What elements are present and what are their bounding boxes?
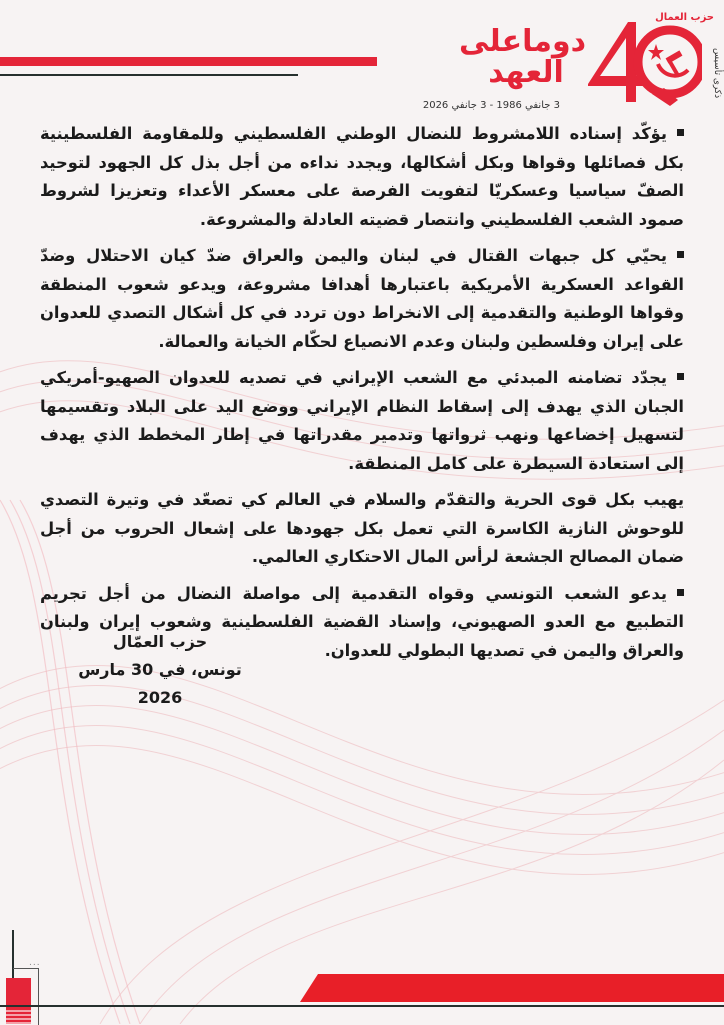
paragraph-text: يهيب بكل قوى الحرية والتقدّم والسلام في العالم كي تصعّد في وتيرة التصدي للوحوش النازية الكاسرة التي تعمل بكل جهودها على إشعال الحروب من أجل ضمان المصالح الجشعة لرأس المال الاحتكاري العالمي.	[40, 490, 684, 566]
paragraph-text: يؤكّد إسناده اللامشروط للنضال الوطني الفلسطيني وللمقاومة الفلسطينية بكل فصائلها وقواها وبكل أشكالها، ويجدد نداءه من أجل بذل كل الجهود لتوحيد الصفّ سياسيا وعسكريّا لتفويت الفرصة على معسكر الأعداء وتعزيزا لشروط صمود الشعب الفلسطيني وانتصار قضيته العادلة والمشروعة.	[40, 124, 684, 229]
footer-red-bar	[300, 974, 724, 1002]
paragraph-text: يجدّد تضامنه المبدئي مع الشعب الإيراني في تصديه للعدوان الصهيو-أمريكي الجبان الذي يهدف إلى إسقاط النظام الإيراني ووضع اليد على البلاد وتقسيمها لتسهيل إخضاعها ونهب ثرواتها وتدمير مقدراتها في إطار المخطط الذي يهدف إلى استعادة السيطرة على كامل المنطقة.	[40, 368, 684, 473]
signature-org: حزب العمّال	[112, 632, 208, 651]
square-bullet-icon	[677, 589, 684, 596]
footer-black-line	[0, 1005, 724, 1007]
paragraph-text: يحيّي كل جبهات القتال في لبنان واليمن والعراق ضدّ كيان الاحتلال وضدّ القواعد العسكرية الأمريكية باعتبارها أهدافا مشروعة، ويدعو شعوب المنطقة وقواها الوطنية والتقدمية إلى الانخراط دون تردد في كل أشكال التصدي للعدوان على إيران وفلسطين ولبنان وعدم الانصياع لحكّام الخيانة والعمالة.	[40, 246, 684, 351]
star-icon	[648, 44, 664, 60]
logo-title-line2: العهد	[488, 55, 564, 90]
paragraph-2	[40, 242, 684, 356]
paragraph-3	[40, 364, 684, 478]
paragraph-1	[40, 120, 684, 234]
logo-dates: 3 جانفي 1986 - 3 جانفي 2026	[422, 100, 560, 111]
logo-side-text: ذكرى تأسيس	[712, 48, 722, 99]
footer-dots: ...	[29, 958, 41, 968]
anniversary-logo	[422, 8, 722, 111]
paragraph-text: يدعو الشعب التونسي وقواه التقدمية إلى مواصلة النضال من أجل تجريم التطبيع مع العدو الصهيوني، وإسناد القضية الفلسطينية وشعوب إيران ولبنان والعراق واليمن في تصديها البطولي للعدوان.	[40, 583, 684, 660]
header-red-bar	[0, 57, 377, 66]
signature-block	[60, 628, 260, 712]
logo-title	[459, 24, 586, 90]
forty-emblem-icon	[582, 14, 702, 108]
logo-title-line1: دوماعلى	[459, 24, 586, 59]
logo-arc-text: حزب العمال	[655, 12, 714, 23]
paragraph-4	[40, 486, 684, 572]
square-bullet-icon	[677, 373, 684, 380]
square-bullet-icon	[677, 251, 684, 258]
signature-place-date: تونس، في 30 مارس 2026	[78, 660, 242, 707]
hammer-sickle-icon	[658, 50, 688, 75]
square-bullet-icon	[677, 129, 684, 136]
statement-body	[40, 120, 684, 673]
footer-red-stripes	[6, 1010, 31, 1024]
header-black-line	[0, 74, 298, 76]
